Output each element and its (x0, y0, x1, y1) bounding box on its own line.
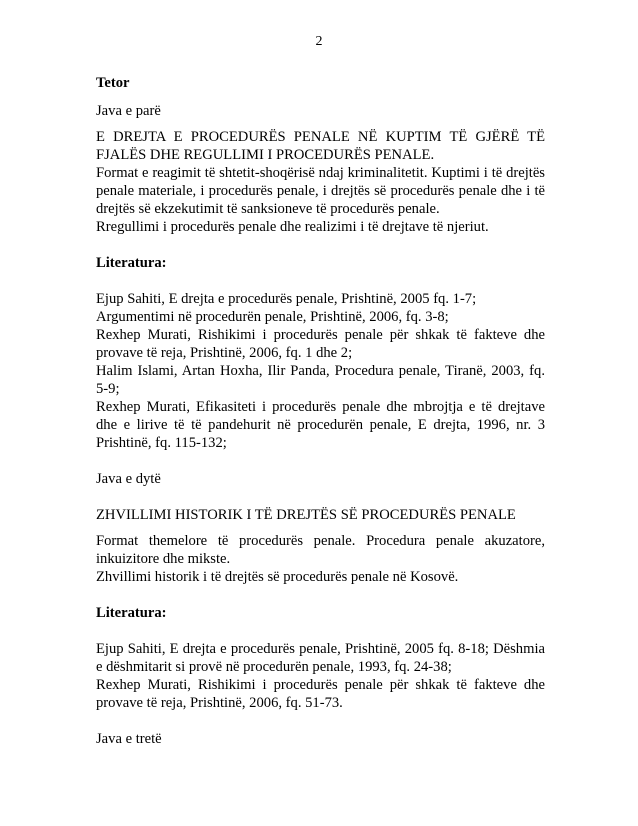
literature-item: Rexhep Murati, Efikasiteti i procedurës penale dhe mbrojtja e të drejtave dhe e lirive të të pandehurit në procedurën penale, E drejta, 1996, nr. 3 Prishtinë, fq. 115-132; (96, 399, 545, 451)
literature-heading: Literatura: (96, 255, 167, 271)
week-paragraph: Format themelore të procedurës penale. Procedura penale akuzatore, inkuizitore dhe mikste. (96, 533, 545, 567)
literature-item: Argumentimi në procedurën penale, Prishtinë, 2006, fq. 3-8; (96, 309, 449, 325)
literature-item: Rexhep Murati, Rishikimi i procedurës penale për shkak të fakteve dhe provave të reja, Prishtinë, 2006, fq. 1 dhe 2; (96, 327, 545, 361)
literature-heading: Literatura: (96, 605, 167, 621)
month-heading: Tetor (96, 75, 130, 91)
week-label: Java e tretë (96, 731, 162, 747)
week-paragraph: Zhvillimi historik i të drejtës së procedurës penale në Kosovë. (96, 569, 459, 585)
week-paragraph: Rregullimi i procedurës penale dhe realizimi i të drejtave të njeriut. (96, 219, 489, 235)
week-title: ZHVILLIMI HISTORIK I TË DREJTËS SË PROCEDURËS PENALE (96, 507, 516, 523)
literature-item: Rexhep Murati, Rishikimi i procedurës penale për shkak të fakteve dhe provave të reja, Prishtinë, 2006, fq. 51-73. (96, 677, 545, 711)
literature-list (96, 290, 545, 452)
literature-item: Halim Islami, Artan Hoxha, Ilir Panda, Procedura penale, Tiranë, 2003, fq. 5-9; (96, 363, 545, 397)
literature-item: Ejup Sahiti, E drejta e procedurës penale, Prishtinë, 2005 fq. 8-18; Dëshmia e dëshmitarit si provë në procedurën penale, 1993, fq. 24-38; (96, 641, 545, 675)
week-paragraph: Format e reagimit të shtetit-shoqërisë ndaj kriminalitetit. Kuptimi i të drejtës penale materiale, i procedurës penale, i drejtës së procedurës penale dhe i të drejtës së ekzekutimit të sanksioneve të procedurës penale. (96, 165, 545, 217)
literature-item: Ejup Sahiti, E drejta e procedurës penale, Prishtinë, 2005 fq. 1-7; (96, 291, 477, 307)
week-label: Java e parë (96, 103, 161, 119)
week-label: Java e dytë (96, 471, 161, 487)
literature-list (96, 640, 545, 712)
page-number: 2 (315, 34, 323, 49)
page-content (96, 74, 545, 748)
week-title: E DREJTA E PROCEDURËS PENALE NË KUPTIM TË GJËRË TË FJALËS DHE REGULLIMI I PROCEDURËS PENALE. (96, 129, 545, 163)
